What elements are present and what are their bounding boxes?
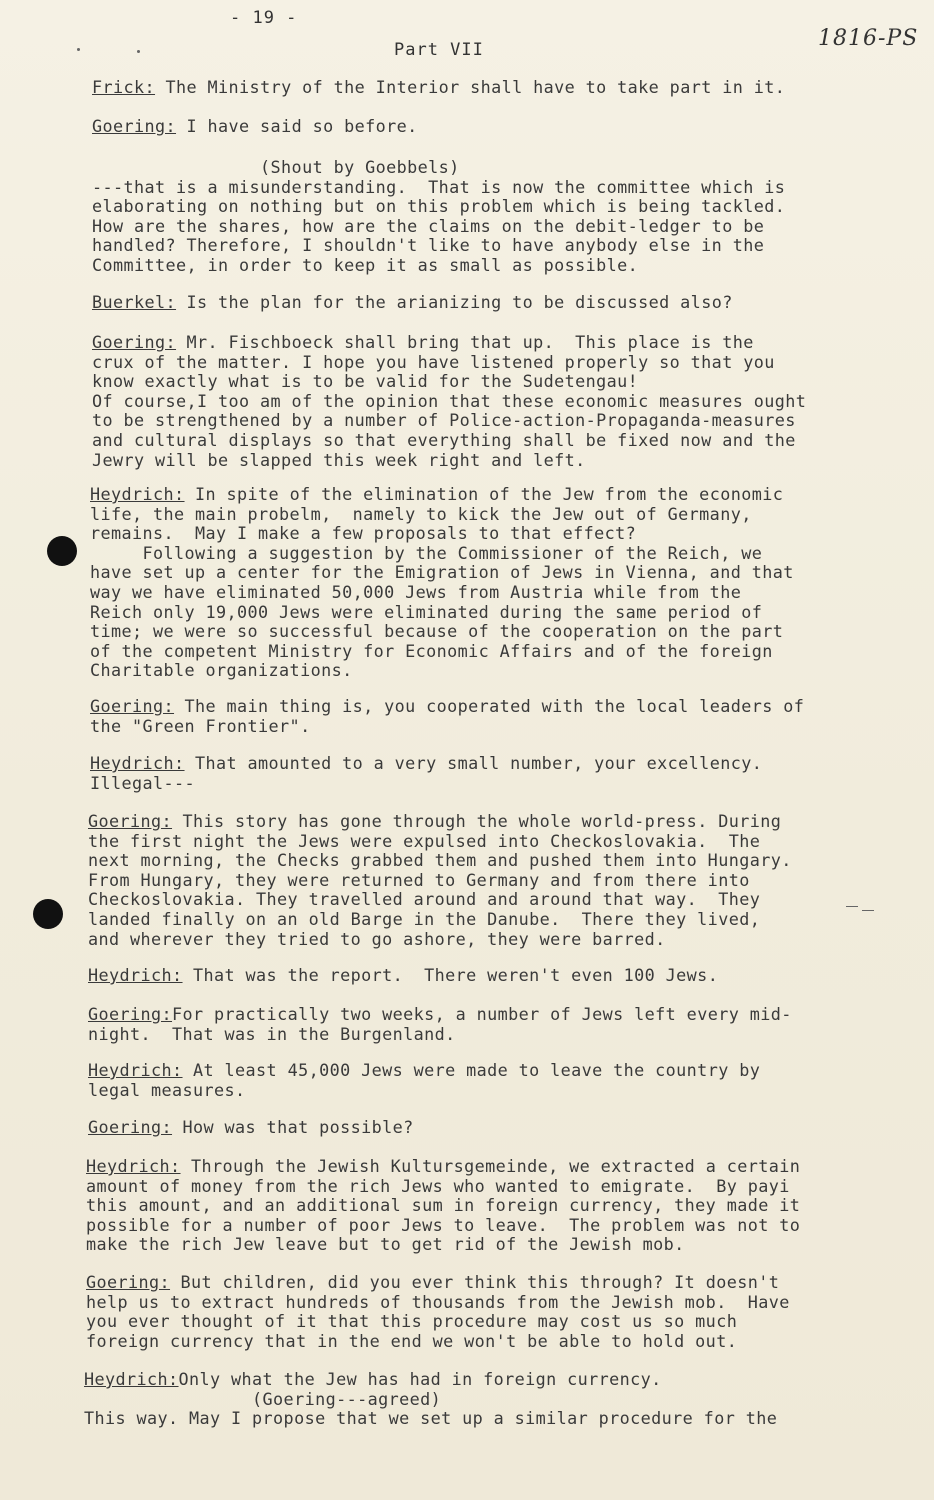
text-line: Following a suggestion by the Commissioner of the Reich, we — [90, 542, 763, 563]
text-line: Of course,I too am of the opinion that these economic measures ought — [92, 390, 807, 411]
speech-paragraph — [92, 158, 892, 276]
speaker-name: Heydrich: — [86, 1156, 181, 1176]
speech-paragraph — [92, 333, 892, 470]
text-line — [92, 78, 892, 98]
speaker-name: Goering: — [88, 811, 173, 831]
text-line: next morning, the Checks grabbed them and pushed them into Hungary. — [88, 850, 792, 871]
punch-hole — [47, 536, 77, 566]
speech-text: Is the plan for the arianizing to be discussed also? — [176, 292, 733, 312]
text-line — [86, 1273, 886, 1293]
text-line — [92, 117, 892, 137]
speech-text: This story has gone through the whole world-press. During — [172, 811, 782, 831]
text-line: to be strengthened by a number of Police-action-Propaganda-measures — [92, 410, 796, 431]
text-line — [88, 1061, 888, 1081]
punch-hole — [33, 899, 63, 929]
speech-text: The main thing is, you cooperated with the local leaders of — [174, 696, 805, 716]
text-line: and cultural displays so that everything shall be fixed now and the — [92, 429, 796, 450]
text-line: (Shout by Goebbels) — [92, 157, 460, 177]
speaker-name: Heydrich: — [88, 1060, 183, 1080]
text-line: the first night the Jews were expulsed into Checkoslovakia. The — [88, 830, 761, 851]
text-line: of the competent Ministry for Economic Affairs and of the foreign — [90, 640, 773, 661]
text-line — [88, 812, 888, 832]
speaker-name: Heydrich: — [90, 753, 185, 773]
speaker-name: Goering: — [88, 1117, 173, 1137]
text-line: remains. May I make a few proposals to that effect? — [90, 523, 637, 544]
speech-text: The Ministry of the Interior shall have to take part in it. — [155, 77, 786, 97]
speech-paragraph — [92, 78, 892, 98]
text-line: handled? Therefore, I shouldn't like to have anybody else in the — [92, 235, 765, 256]
page-number: - 19 - — [230, 8, 298, 28]
speech-text: Through the Jewish Kultursgemeinde, we extracted a certain — [180, 1156, 801, 1176]
text-line: elaborating on nothing but on this problem which is being tackled. — [92, 196, 786, 217]
speech-paragraph — [88, 1061, 888, 1100]
text-line: Checkoslovakia. They travelled around and around that way. They — [88, 889, 761, 910]
part-heading: Part VII — [394, 40, 484, 60]
speech-paragraph — [88, 1118, 888, 1138]
text-line: This way. May I propose that we set up a similar procedure for the — [84, 1408, 778, 1429]
speech-text: How was that possible? — [172, 1117, 414, 1137]
speck-mark — [77, 48, 80, 51]
document-id-annotation: 1816-PS — [818, 26, 919, 51]
speech-text: Mr. Fischboeck shall bring that up. This place is the — [176, 332, 754, 352]
speech-paragraph — [86, 1273, 886, 1351]
text-line: Committee, in order to keep it as small as possible. — [92, 254, 639, 275]
text-line: have set up a center for the Emigration of Jews in Vienna, and that — [90, 562, 794, 583]
speaker-name: Heydrich: — [90, 484, 185, 504]
speech-paragraph — [88, 966, 888, 986]
text-line: Reich only 19,000 Jews were eliminated during the same period of — [90, 601, 763, 622]
text-line — [92, 333, 892, 353]
text-line: night. That was in the Burgenland. — [88, 1023, 456, 1044]
speech-paragraph — [88, 812, 888, 949]
speech-paragraph — [90, 485, 890, 681]
speaker-name: Frick: — [92, 77, 156, 97]
speech-text: For practically two weeks, a number of Jews left every mid- — [172, 1004, 792, 1024]
text-line: help us to extract hundreds of thousands from the Jewish mob. Have — [86, 1291, 790, 1312]
text-line: (Goering---agreed) — [84, 1388, 442, 1409]
text-line: ---that is a misunderstanding. That is now the committee which is — [92, 176, 786, 197]
text-line — [88, 1005, 888, 1025]
speck-mark — [137, 50, 140, 53]
text-line — [88, 966, 888, 986]
text-line: legal measures. — [88, 1079, 246, 1100]
text-line: How are the shares, how are the claims on the debit-ledger to be — [92, 215, 765, 236]
speaker-name: Heydrich: — [88, 965, 183, 985]
text-line: Jewry will be slapped this week right and left. — [92, 449, 586, 470]
speech-text: In spite of the elimination of the Jew from the economic — [184, 484, 784, 504]
speech-text: But children, did you ever think this through? It doesn't — [170, 1272, 780, 1292]
text-line: time; we were so successful because of the cooperation on the part — [90, 621, 784, 642]
speech-paragraph — [92, 293, 892, 313]
speaker-name: Goering: — [88, 1004, 173, 1024]
text-line — [92, 293, 892, 313]
text-line: life, the main probelm, namely to kick the Jew out of Germany, — [90, 503, 752, 524]
speech-text: That was the report. There weren't even 100 Jews. — [182, 965, 719, 985]
text-line: make the rich Jew leave but to get rid of the Jewish mob. — [86, 1234, 685, 1255]
speaker-name: Heydrich: — [84, 1369, 179, 1389]
speech-paragraph — [88, 1005, 888, 1044]
speaker-name: Goering: — [90, 696, 175, 716]
text-line: this amount, and an additional sum in foreign currency, they made it — [86, 1195, 801, 1216]
text-line: you ever thought of it that this procedure may cost us so much — [86, 1311, 738, 1332]
speech-text: I have said so before. — [176, 116, 418, 136]
text-line: From Hungary, they were returned to Germany and from there into — [88, 869, 750, 890]
text-line: crux of the matter. I hope you have listened properly so that you — [92, 351, 775, 372]
speaker-name: Goering: — [92, 332, 177, 352]
text-line — [90, 754, 890, 774]
speech-paragraph — [90, 697, 890, 736]
speech-text: That amounted to a very small number, your excellency. — [184, 753, 763, 773]
speech-paragraph — [90, 754, 890, 793]
text-line: foreign currency that in the end we won't be able to hold out. — [86, 1330, 738, 1351]
text-line — [88, 1118, 888, 1138]
text-line: Charitable organizations. — [90, 660, 353, 681]
speaker-name: Goering: — [92, 116, 177, 136]
text-line — [86, 1157, 886, 1177]
text-line: Illegal--- — [90, 772, 196, 793]
speech-text: At least 45,000 Jews were made to leave the country by — [182, 1060, 761, 1080]
speaker-name: Goering: — [86, 1272, 171, 1292]
text-line: landed finally on an old Barge in the Danube. There they lived, — [88, 908, 761, 929]
text-line: amount of money from the rich Jews who wanted to emigrate. By payi — [86, 1175, 790, 1196]
speech-paragraph — [84, 1370, 884, 1429]
text-line: the "Green Frontier". — [90, 715, 311, 736]
speech-paragraph — [86, 1157, 886, 1255]
text-line — [84, 1370, 884, 1390]
text-line — [90, 697, 890, 717]
text-line — [90, 485, 890, 505]
speaker-name: Buerkel: — [92, 292, 177, 312]
text-line: way we have eliminated 50,000 Jews from Austria while from the — [90, 581, 742, 602]
text-line: know exactly what is to be valid for the Sudetengau! — [92, 371, 639, 392]
text-line: possible for a number of poor Jews to leave. The problem was not to — [86, 1214, 801, 1235]
text-line: and wherever they tried to go ashore, they were barred. — [88, 928, 666, 949]
speech-text: Only what the Jew has had in foreign currency. — [178, 1369, 662, 1389]
speech-paragraph — [92, 117, 892, 137]
